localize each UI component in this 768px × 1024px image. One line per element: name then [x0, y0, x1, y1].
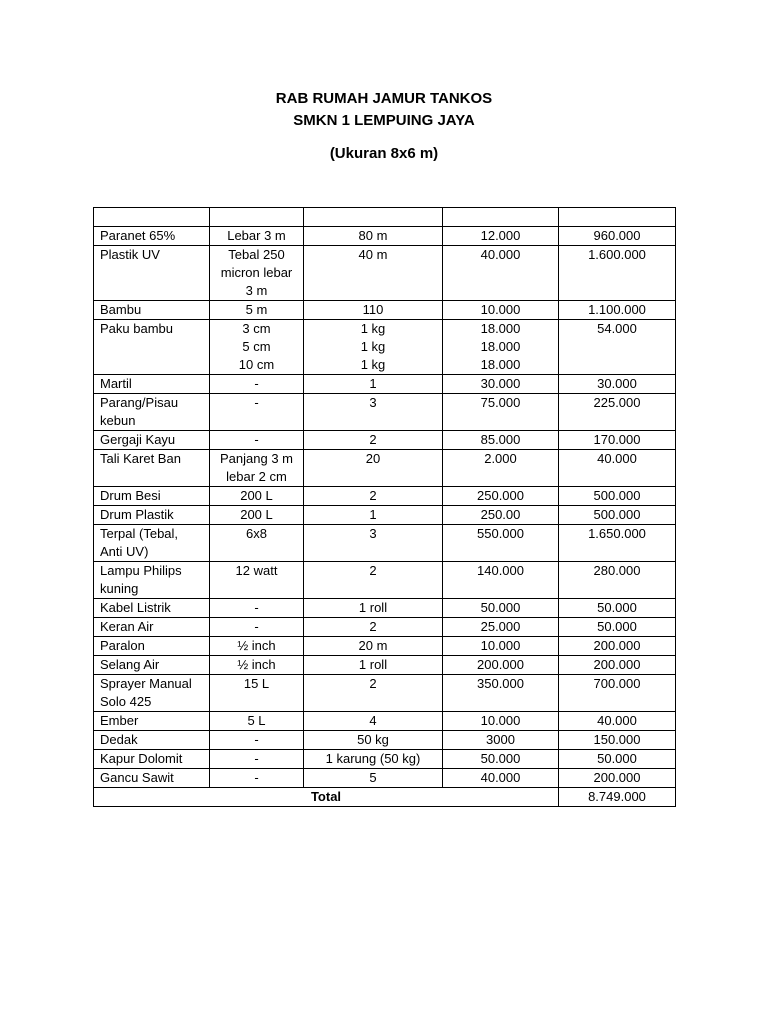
- total-row: [94, 788, 676, 807]
- unit-price-cell: 550.000: [443, 525, 559, 562]
- spec-cell: -: [210, 394, 304, 431]
- quantity-cell: 80 m: [304, 227, 443, 246]
- subtotal-cell: 40.000: [559, 712, 676, 731]
- quantity-cell: 1 roll: [304, 599, 443, 618]
- budget-table: [93, 207, 676, 807]
- item-name-cell: Kabel Listrik: [94, 599, 210, 618]
- table-row: [94, 712, 676, 731]
- spec-cell: 5 L: [210, 712, 304, 731]
- subtotal-cell: 50.000: [559, 599, 676, 618]
- quantity-cell: 3: [304, 394, 443, 431]
- item-name-cell: Paranet 65%: [94, 227, 210, 246]
- item-name-cell: Tali Karet Ban: [94, 450, 210, 487]
- table-row: [94, 246, 676, 301]
- unit-price-cell: 85.000: [443, 431, 559, 450]
- header-row: [94, 208, 676, 227]
- table-row: [94, 227, 676, 246]
- spec-cell: -: [210, 731, 304, 750]
- item-name-cell: Plastik UV: [94, 246, 210, 301]
- quantity-cell: 1: [304, 506, 443, 525]
- unit-price-cell: 10.000: [443, 637, 559, 656]
- item-name-cell: Bambu: [94, 301, 210, 320]
- spec-cell: 5 m: [210, 301, 304, 320]
- item-name-cell: Drum Plastik: [94, 506, 210, 525]
- unit-price-cell: 2.000: [443, 450, 559, 487]
- item-name-cell: Terpal (Tebal, Anti UV): [94, 525, 210, 562]
- subtotal-cell: 200.000: [559, 656, 676, 675]
- spec-cell: Tebal 250 micron lebar 3 m: [210, 246, 304, 301]
- unit-price-cell: 12.000: [443, 227, 559, 246]
- quantity-cell: 50 kg: [304, 731, 443, 750]
- size-subtitle: (Ukuran 8x6 m): [329, 145, 439, 162]
- subtotal-cell: 500.000: [559, 487, 676, 506]
- item-name-cell: Paku bambu: [94, 320, 210, 375]
- subtotal-cell: 30.000: [559, 375, 676, 394]
- table-row: [94, 394, 676, 431]
- subtotal-cell: 1.100.000: [559, 301, 676, 320]
- spec-cell: 15 L: [210, 675, 304, 712]
- spec-cell: 200 L: [210, 487, 304, 506]
- table-row: [94, 320, 676, 375]
- unit-price-cell: 40.000: [443, 246, 559, 301]
- table-row: [94, 375, 676, 394]
- table-row: [94, 675, 676, 712]
- subtotal-cell: 170.000: [559, 431, 676, 450]
- unit-price-cell: 25.000: [443, 618, 559, 637]
- total-label: Total: [94, 788, 559, 807]
- spec-cell: Lebar 3 m: [210, 227, 304, 246]
- unit-price-cell: 350.000: [443, 675, 559, 712]
- quantity-cell: 2: [304, 618, 443, 637]
- header-cell: [443, 208, 559, 227]
- subtotal-cell: 200.000: [559, 637, 676, 656]
- table-row: [94, 656, 676, 675]
- budget-table-body: [94, 208, 676, 807]
- item-name-cell: Parang/Pisau kebun: [94, 394, 210, 431]
- school-name: SMKN 1 LEMPUING JAYA: [293, 112, 475, 129]
- quantity-cell: 40 m: [304, 246, 443, 301]
- quantity-cell: 2: [304, 562, 443, 599]
- quantity-cell: 110: [304, 301, 443, 320]
- spec-cell: 12 watt: [210, 562, 304, 599]
- table-row: [94, 506, 676, 525]
- header-cell: [559, 208, 676, 227]
- table-row: [94, 431, 676, 450]
- quantity-cell: 1: [304, 375, 443, 394]
- spec-cell: -: [210, 769, 304, 788]
- item-name-cell: Kapur Dolomit: [94, 750, 210, 769]
- subtotal-cell: 200.000: [559, 769, 676, 788]
- table-row: [94, 487, 676, 506]
- subtotal-cell: 1.600.000: [559, 246, 676, 301]
- quantity-cell: 2: [304, 675, 443, 712]
- quantity-cell: 20 m: [304, 637, 443, 656]
- item-name-cell: Selang Air: [94, 656, 210, 675]
- quantity-cell: 1 kg 1 kg 1 kg: [304, 320, 443, 375]
- unit-price-cell: 250.00: [443, 506, 559, 525]
- quantity-cell: 20: [304, 450, 443, 487]
- subtotal-cell: 960.000: [559, 227, 676, 246]
- subtotal-cell: 40.000: [559, 450, 676, 487]
- quantity-cell: 2: [304, 487, 443, 506]
- unit-price-cell: 10.000: [443, 301, 559, 320]
- spec-cell: ½ inch: [210, 637, 304, 656]
- subtotal-cell: 50.000: [559, 618, 676, 637]
- unit-price-cell: 50.000: [443, 750, 559, 769]
- spec-cell: -: [210, 618, 304, 637]
- spec-cell: 200 L: [210, 506, 304, 525]
- unit-price-cell: 10.000: [443, 712, 559, 731]
- table-row: [94, 769, 676, 788]
- spec-cell: Panjang 3 m lebar 2 cm: [210, 450, 304, 487]
- table-row: [94, 450, 676, 487]
- table-row: [94, 731, 676, 750]
- unit-price-cell: 200.000: [443, 656, 559, 675]
- item-name-cell: Martil: [94, 375, 210, 394]
- subtotal-cell: 54.000: [559, 320, 676, 375]
- item-name-cell: Gancu Sawit: [94, 769, 210, 788]
- item-name-cell: Ember: [94, 712, 210, 731]
- quantity-cell: 4: [304, 712, 443, 731]
- item-name-cell: Sprayer Manual Solo 425: [94, 675, 210, 712]
- unit-price-cell: 30.000: [443, 375, 559, 394]
- table-row: [94, 301, 676, 320]
- unit-price-cell: 50.000: [443, 599, 559, 618]
- table-row: [94, 562, 676, 599]
- item-name-cell: Drum Besi: [94, 487, 210, 506]
- header-cell: [94, 208, 210, 227]
- quantity-cell: 1 roll: [304, 656, 443, 675]
- table-row: [94, 599, 676, 618]
- unit-price-cell: 75.000: [443, 394, 559, 431]
- document-title: RAB RUMAH JAMUR TANKOS: [275, 90, 493, 107]
- table-row: [94, 525, 676, 562]
- unit-price-cell: 250.000: [443, 487, 559, 506]
- subtotal-cell: 500.000: [559, 506, 676, 525]
- unit-price-cell: 18.000 18.000 18.000: [443, 320, 559, 375]
- item-name-cell: Paralon: [94, 637, 210, 656]
- item-name-cell: Gergaji Kayu: [94, 431, 210, 450]
- header-cell: [210, 208, 304, 227]
- item-name-cell: Dedak: [94, 731, 210, 750]
- subtotal-cell: 700.000: [559, 675, 676, 712]
- subtotal-cell: 1.650.000: [559, 525, 676, 562]
- subtotal-cell: 50.000: [559, 750, 676, 769]
- total-value: 8.749.000: [559, 788, 676, 807]
- spec-cell: ½ inch: [210, 656, 304, 675]
- spec-cell: -: [210, 431, 304, 450]
- spec-cell: 3 cm 5 cm 10 cm: [210, 320, 304, 375]
- item-name-cell: Keran Air: [94, 618, 210, 637]
- unit-price-cell: 3000: [443, 731, 559, 750]
- unit-price-cell: 40.000: [443, 769, 559, 788]
- quantity-cell: 3: [304, 525, 443, 562]
- table-row: [94, 618, 676, 637]
- spec-cell: -: [210, 750, 304, 769]
- quantity-cell: 2: [304, 431, 443, 450]
- table-row: [94, 750, 676, 769]
- quantity-cell: 1 karung (50 kg): [304, 750, 443, 769]
- spec-cell: -: [210, 599, 304, 618]
- table-row: [94, 637, 676, 656]
- header-cell: [304, 208, 443, 227]
- item-name-cell: Lampu Philips kuning: [94, 562, 210, 599]
- spec-cell: -: [210, 375, 304, 394]
- subtotal-cell: 280.000: [559, 562, 676, 599]
- subtotal-cell: 225.000: [559, 394, 676, 431]
- subtotal-cell: 150.000: [559, 731, 676, 750]
- unit-price-cell: 140.000: [443, 562, 559, 599]
- spec-cell: 6x8: [210, 525, 304, 562]
- quantity-cell: 5: [304, 769, 443, 788]
